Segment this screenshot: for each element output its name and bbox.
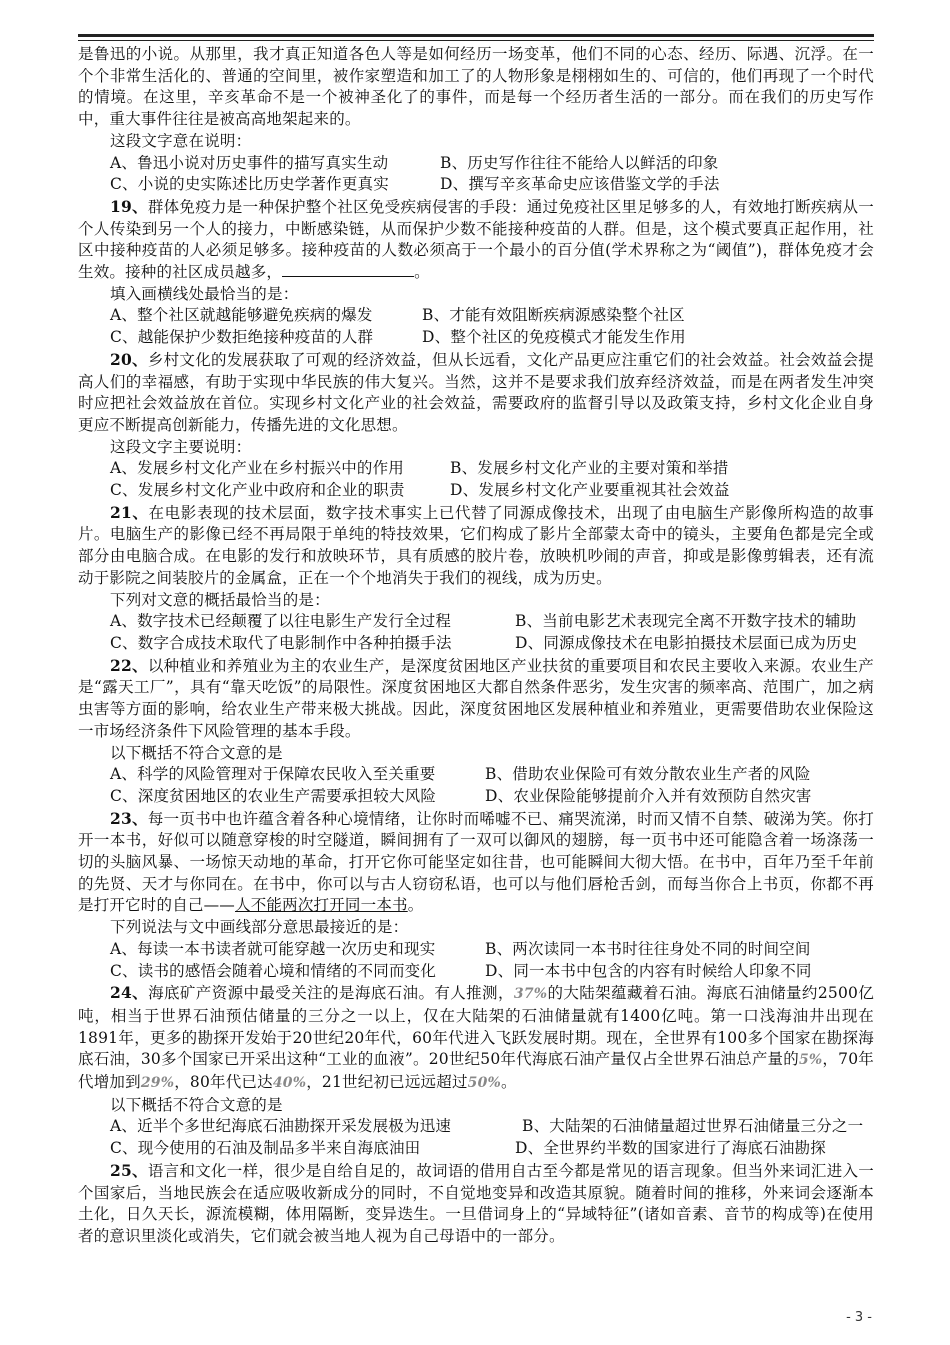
q23-option-b: B、两次读同一本书时往往身处不同的时间空间 <box>485 939 811 958</box>
q23-text: 每一页书中也许蕴含着各种心境情绪，让你时而唏嘘不已、痛哭流涕，时而又情不自禁、破涕为笑。你打开一本书，好似可以随意穿梭的时空隧道，瞬间拥有了一双可以御风的翅膀，每一页书中还可能隐含着一场涤荡一切的头脑风暴、一场惊天动地的革命，打开它你可能坚定如往昔，也可能瞬间大彻大悟。在书中，百年乃至千年前的先贤、天才与你同在。在书中，你可以与古人窃窃私语，也可以与他们唇枪舌剑，而每当你合上书页，你都不再是打开它时的自己—— <box>78 809 874 915</box>
q24-number: 24、 <box>110 983 149 1003</box>
q20-text: 乡村文化的发展获取了可观的经济效益，但从长远看，文化产品更应注重它们的社会效益。社会效益会提高人们的幸福感，有助于实现中华民族的伟大复兴。当然，这并不是要求我们放弃经济效益，而是在两者发生冲突时应把社会效益放在首位。实现乡村文化产业的社会效益，需要政府的监督引导以及政策支持，乡村文化企业自身更应不断提高创新能力，传播先进的文化思想。 <box>78 350 874 434</box>
q18-option-b: B、历史写作往往不能给人以鲜活的印象 <box>440 153 719 172</box>
q19-passage <box>78 196 874 284</box>
q24-options-row-1 <box>78 1116 874 1138</box>
q22-option-a: A、科学的风险管理对于保障农民收入至关重要 <box>110 765 436 784</box>
header-rule-thin <box>78 40 874 41</box>
q18-option-d: D、撰写辛亥革命史应该借鉴文学的手法 <box>440 175 720 194</box>
q24-percent-37: 37% <box>513 986 548 1003</box>
q24-percent-5: 5% <box>798 1052 823 1069</box>
q19-fill-blank <box>282 262 414 277</box>
q25-text: 语言和文化一样，很少是自给自足的，故词语的借用自古至今都是常见的语言现象。但当外来词汇进入一个国家后，当地民族会在适应吸收新成分的同时，不自觉地变异和改造其原貌。随着时间的推移，外来词会逐渐本土化，日久天长，源流模糊，体用隔断，变异迭生。一旦借词身上的“异域特征”(诸如音素、音节的构成等)在使用者的意识里淡化或消失，它们就会被当地人视为自己母语中的一部分。 <box>78 1161 874 1245</box>
q24-percent-50: 50% <box>467 1075 502 1092</box>
q23-passage <box>78 808 874 918</box>
q20-options-row-2 <box>78 480 874 502</box>
q19-options-row-1 <box>78 305 874 327</box>
q21-number: 21、 <box>110 502 149 522</box>
q22-number: 22、 <box>110 655 148 675</box>
q19-option-c: C、越能保护少数拒绝接种疫苗的人群 <box>110 328 374 347</box>
q25-passage <box>78 1160 874 1248</box>
q19-options-row-2 <box>78 327 874 349</box>
q24-options-row-2 <box>78 1138 874 1160</box>
q19-number: 19、 <box>110 196 148 216</box>
q23-option-a: A、每读一本书读者就可能穿越一次历史和现实 <box>110 939 436 958</box>
q21-text: 在电影表现的技术层面，数字技术事实上已代替了同源成像技术，出现了由电脑生产影像所构造的故事片。电脑生产的影像已经不再局限于单纯的特技效果，它们构成了影片全部蒙太奇中的镜头，主要角色都是完全或部分由电脑合成。在电影的发行和放映环节，具有质感的胶片卷，放映机吵闹的声音，抑或是影像剪辑表，还有流动于影院之间装胶片的金属盒，正在一个个地消失于我们的视线，成为历史。 <box>78 503 875 587</box>
page-number: - 3 - <box>846 1310 872 1325</box>
q22-option-b: B、借助农业保险可有效分散农业生产者的风险 <box>485 765 811 784</box>
q19-option-b: B、才能有效阻断疾病源感染整个社区 <box>422 306 685 325</box>
q24-text-6: 。 <box>501 1073 517 1092</box>
q23-option-c: C、读书的感悟会随着心境和情绪的不同而变化 <box>110 961 437 980</box>
q20-option-b: B、发展乡村文化产业的主要对策和举措 <box>450 459 729 478</box>
q21-options-row-2 <box>78 633 874 655</box>
q24-option-d: D、全世界约半数的国家进行了海底石油勘探 <box>515 1139 826 1158</box>
q18-passage-tail: 是鲁迅的小说。从那里，我才真正知道各色人等是如何经历一场变革，他们不同的心态、经历、际遇、沉浮。在一个个非常生活化的、普通的空间里，被作家塑造和加工了的人物形象是栩栩如生的、可信的，他们再现了一个时代的情境。在这里，辛亥革命不是一个被神圣化了的事件，而是每一个经历者生活的一部分。而在我们的历史写作中，重大事件往往是被高高地架起来的。 <box>78 45 874 129</box>
q24-text-1: 海底矿产资源中最受关注的是海底石油。有人推测， <box>148 984 514 1003</box>
q21-option-d: D、同源成像技术在电影拍摄技术层面已成为历史 <box>515 633 858 652</box>
q22-option-d: D、农业保险能够提前介入并有效预防自然灾害 <box>485 786 812 805</box>
q21-prompt: 下列对文意的概括最恰当的是： <box>110 590 330 609</box>
q18-option-c: C、小说的史实陈述比历史学著作更真实 <box>110 175 389 194</box>
q20-prompt: 这段文字主要说明： <box>110 437 252 456</box>
q18-option-a: A、鲁迅小说对历史事件的描写真实生动 <box>110 153 389 172</box>
q22-passage <box>78 655 874 743</box>
q24-text-3: ，70年代增加到 <box>78 1050 874 1092</box>
q20-option-c: C、发展乡村文化产业中政府和企业的职责 <box>110 481 405 500</box>
q24-percent-40: 40% <box>272 1075 307 1092</box>
q18-options-row-1 <box>78 153 874 175</box>
q18-options-row-2 <box>78 174 874 196</box>
q19-prompt: 填入画横线处最恰当的是： <box>110 284 299 303</box>
q24-passage <box>78 982 874 1095</box>
q24-text-5: ，21世纪初已远远超过 <box>306 1073 468 1092</box>
q20-option-a: A、发展乡村文化产业在乡村振兴中的作用 <box>110 459 404 478</box>
q23-options-row-1 <box>78 939 874 961</box>
q24-percent-29: 29% <box>140 1075 175 1092</box>
q21-option-c: C、数字合成技术取代了电影制作中各种拍摄手法 <box>110 633 452 652</box>
q23-options-row-2 <box>78 961 874 983</box>
q24-text-2: 的大陆架蕴藏着石油。海底石油储量约2500亿吨，相当于世界石油预估储量的三分之一以上，仅在大陆架的石油储量就有1400亿吨。第一口浅海油井出现在1891年，更多的勘探开发始于20世纪20年代，60年代进入飞跃发展时期。现在，全世界有100多个国家在勘探海底石油，30多个国家已开采出这种“工业的血液”。20世纪50年代海底石油产量仅占全世界石油总产量的 <box>78 984 874 1069</box>
q24-text-4: ，80年代已达 <box>174 1073 273 1092</box>
q23-underlined-phrase: 人不能两次打开同一本书 <box>235 896 408 915</box>
q22-text: 以种植业和养殖业为主的农业生产，是深度贫困地区产业扶贫的重要项目和农民主要收入来源。农业生产是“露天工厂”，具有“靠天吃饭”的局限性。深度贫困地区大都自然条件恶劣，发生灾害的频率高、范围广，加之病虫害等方面的影响，给农业生产带来极大挑战。因此，深度贫困地区发展种植业和养殖业，更需要借助农业保险这一市场经济条件下风险管理的基本手段。 <box>78 656 874 740</box>
q23-prompt: 下列说法与文中画线部分意思最接近的是： <box>110 918 409 937</box>
q24-prompt: 以下概括不符合文意的是 <box>110 1095 283 1114</box>
q20-options-row-1 <box>78 458 874 480</box>
q23-text-end: 。 <box>407 896 424 915</box>
q24-option-a: A、近半个多世纪海底石油勘探开采发展极为迅速 <box>110 1117 452 1136</box>
q21-options-row-1 <box>78 611 874 633</box>
q24-option-c: C、现今使用的石油及制品多半来自海底油田 <box>110 1139 421 1158</box>
q23-option-d: D、同一本书中包含的内容有时候给人印象不同 <box>485 961 812 980</box>
q19-text-end: 。 <box>414 263 430 282</box>
q22-options-row-1 <box>78 764 874 786</box>
q18-prompt: 这段文字意在说明： <box>110 131 252 150</box>
q20-passage <box>78 349 874 437</box>
q20-option-d: D、发展乡村文化产业要重视其社会效益 <box>450 481 730 500</box>
q24-option-b: B、大陆架的石油储量超过世界石油储量三分之一 <box>522 1117 864 1136</box>
q22-options-row-2 <box>78 786 874 808</box>
q23-number: 23、 <box>110 808 148 828</box>
exam-page-content <box>78 44 874 1248</box>
q25-number: 25、 <box>110 1160 148 1180</box>
q22-option-c: C、深度贫困地区的农业生产需要承担较大风险 <box>110 786 437 805</box>
q21-option-a: A、数字技术已经颠覆了以往电影生产发行全过程 <box>110 612 452 631</box>
q19-option-d: D、整个社区的免疫模式才能发生作用 <box>422 328 686 347</box>
q20-number: 20、 <box>110 349 148 369</box>
q22-prompt: 以下概括不符合文意的是 <box>110 743 283 762</box>
q19-text: 群体免疫力是一种保护整个社区免受疾病侵害的手段：通过免疫社区里足够多的人，有效地打断疾病从一个人传染到另一个人的接力，中断感染链，从而保护少数不能接种疫苗的人群。但是，这个模式要真正起作用，社区中接种疫苗的人必须足够多。接种疫苗的人数必须高于一个最小的百分值(学术界称之为“阈值”)，群体免疫才会生效。接种的社区成员越多， <box>78 197 874 282</box>
q21-passage <box>78 502 874 590</box>
q21-option-b: B、当前电影艺术表现完全离不开数字技术的辅助 <box>515 612 857 631</box>
q19-option-a: A、整个社区就越能够避免疾病的爆发 <box>110 306 373 325</box>
header-rule-thick <box>78 34 874 37</box>
